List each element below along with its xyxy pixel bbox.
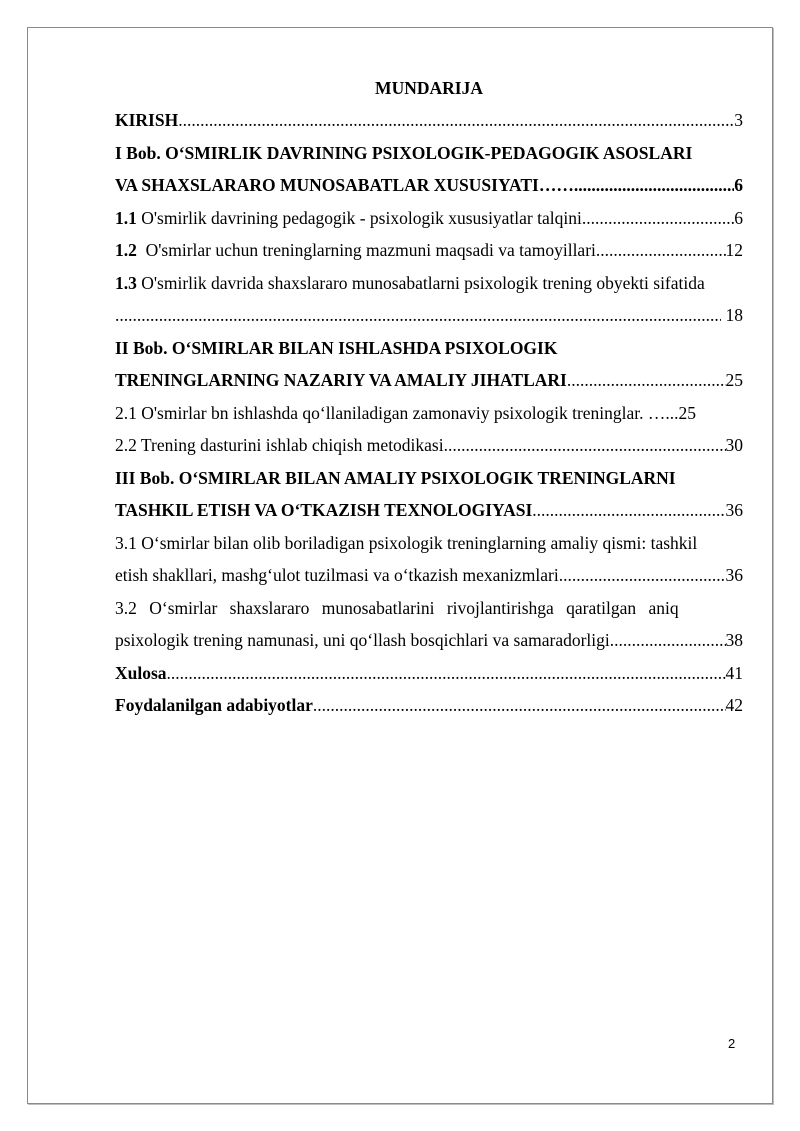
toc-page: 18 xyxy=(725,305,743,325)
toc-page: 12 xyxy=(725,240,743,260)
toc-entry-adabiyotlar: Foydalanilgan adabiyotlar ..... 42 xyxy=(115,689,743,722)
toc-page: 25 xyxy=(678,402,697,423)
toc-entry-3-1-line1: 3.1 O‘smirlar bilan olib boriladigan psixologik treninglarning amaliy qismi: tashkil xyxy=(115,532,698,553)
toc-entry-3-1-line2: etish shakllari, mashg‘ulot tuzilmasi va o‘tkazish mexanizmlari ..... 36 xyxy=(115,559,743,592)
toc-page: 6 xyxy=(734,207,743,228)
toc-leader xyxy=(559,559,726,592)
toc-chapter-2-line1: II Bob. O‘SMIRLAR BILAN ISHLASHDA PSIXOLOGIK xyxy=(115,337,558,358)
page-number: 2 xyxy=(728,1036,736,1051)
toc-page: 30 xyxy=(725,435,743,455)
toc-entry-xulosa: Xulosa ..... 41 xyxy=(115,657,743,690)
toc-title: MUNDARIJA xyxy=(375,78,483,98)
table-of-contents xyxy=(115,76,743,722)
toc-label: KIRISH xyxy=(115,110,179,130)
toc-chapter-2-line2: TRENINGLARNING NAZARIY VA AMALIY JIHATLARI ..... 25 xyxy=(115,364,743,397)
toc-page: 36 xyxy=(725,500,743,520)
toc-entry-1-3: 1.3 O'smirlik davrida shaxslararo munosabatlarni psixologik trening obyekti sifatida xyxy=(115,272,705,293)
toc-page: 3 xyxy=(734,110,743,130)
toc-leader xyxy=(313,689,726,722)
toc-page: 36 xyxy=(725,565,743,585)
toc-leader xyxy=(596,234,726,267)
toc-page: 42 xyxy=(725,695,743,715)
toc-leader xyxy=(167,657,726,690)
toc-page: 25 xyxy=(725,370,743,390)
toc-leader xyxy=(115,299,721,332)
toc-entry-1-1: 1.1 O'smirlik davrining pedagogik - psixologik xususiyatlar talqini ..... 6 xyxy=(115,202,743,235)
toc-leader xyxy=(178,104,734,137)
toc-entry-3-2-line1: 3.2 O‘smirlar shaxslararo munosabatlarini rivojlantirishga qaratilgan aniq xyxy=(115,597,679,618)
toc-chapter-1-line2: VA SHAXSLARARO MUNOSABATLAR XUSUSIYATI…… ..... 6 xyxy=(115,169,743,202)
toc-page: 41 xyxy=(725,662,743,683)
toc-leader xyxy=(610,624,726,657)
toc-leader xyxy=(574,169,734,202)
toc-entry-1-3-page xyxy=(115,299,743,332)
toc-entry-3-2-line2: psixologik trening namunasi, uni qo‘llash bosqichlari va samaradorligi ..... 38 xyxy=(115,624,743,657)
toc-chapter-3-line1: III Bob. O‘SMIRLAR BILAN AMALIY PSIXOLOGIK TRENINGLARNI xyxy=(115,467,676,488)
toc-leader xyxy=(567,364,726,397)
toc-page: 38 xyxy=(725,630,743,650)
toc-leader xyxy=(444,429,726,462)
toc-entry-kirish xyxy=(115,104,743,137)
toc-leader xyxy=(582,202,734,235)
toc-entry-2-2: 2.2 Trening dasturini ishlab chiqish metodikasi ..... 30 xyxy=(115,429,743,462)
toc-chapter-3-line2: TASHKIL ETISH VA O‘TKAZISH TEXNOLOGIYASI ..... 36 xyxy=(115,494,743,527)
toc-page: 6 xyxy=(734,175,743,195)
toc-chapter-1-line1: I Bob. O‘SMIRLIK DAVRINING PSIXOLOGIK-PEDAGOGIK ASOSLARI xyxy=(115,142,693,163)
toc-entry-1-2: 1.2 O'smirlar uchun treninglarning mazmuni maqsadi va tamoyillari ..... 12 xyxy=(115,234,743,267)
toc-leader xyxy=(532,494,725,527)
toc-entry-2-1: 2.1 O'smirlar bn ishlashda qo‘llaniladigan zamonaviy psixologik treninglar. …... 25 xyxy=(115,397,743,430)
